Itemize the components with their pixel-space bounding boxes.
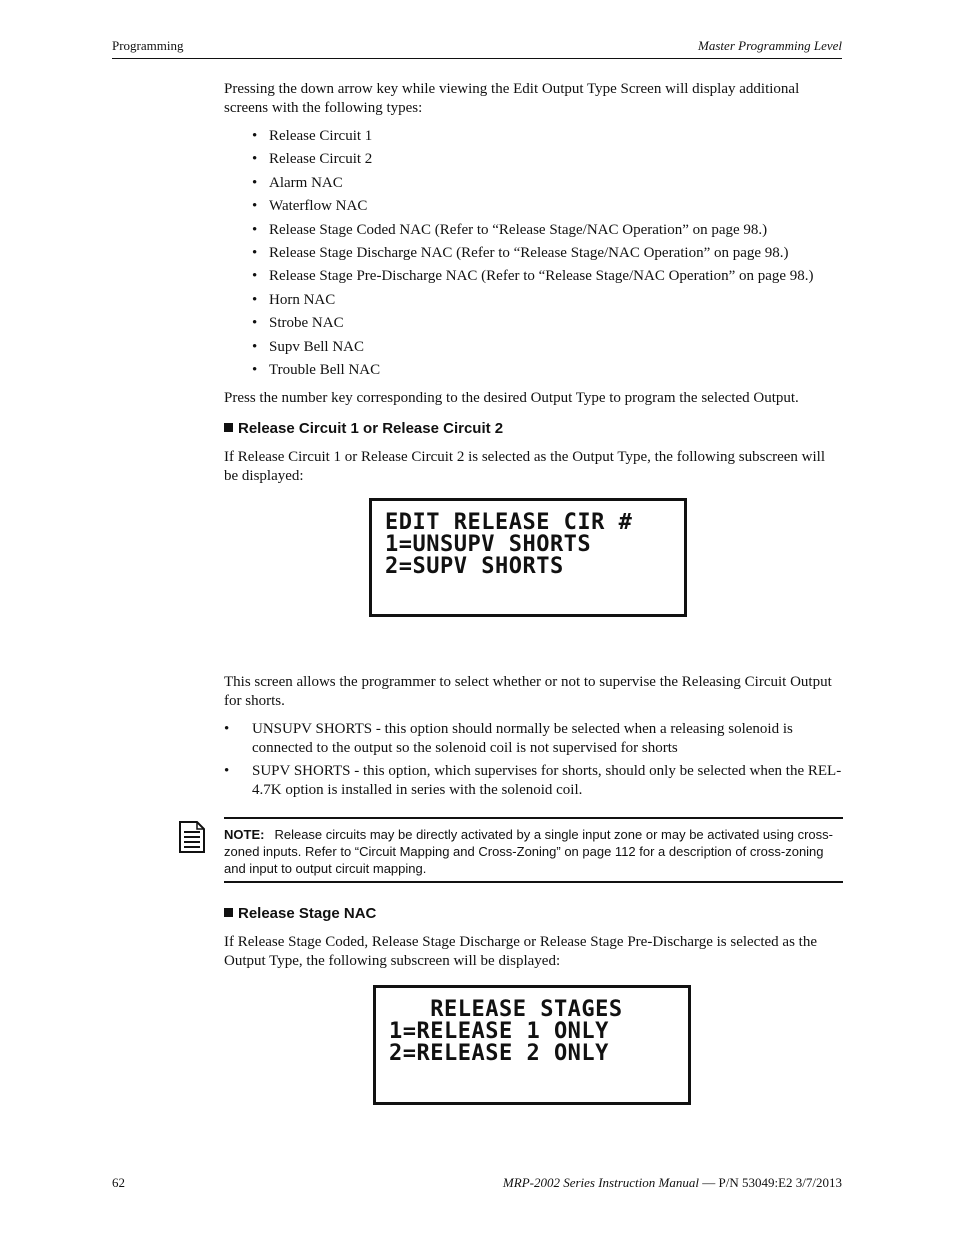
lcd-line: RELEASE STAGES <box>389 997 623 1022</box>
intro-paragraph: Pressing the down arrow key while viewing the Edit Output Type Screen will display additional screens with the following types: <box>224 81 800 116</box>
bullet: • <box>224 763 230 779</box>
list-item: • Waterflow NAC <box>252 196 814 219</box>
list-item: • Alarm NAC <box>252 173 814 196</box>
list-item: • Release Stage Pre-Discharge NAC (Refer to “Release Stage/NAC Operation” on page 98.) <box>252 266 814 289</box>
footer-manual-info <box>503 1175 842 1191</box>
note-icon <box>178 820 206 854</box>
list-item: • Trouble Bell NAC <box>252 360 814 383</box>
section-heading-release-stage: Release Stage NAC <box>224 905 376 922</box>
list-item: • Release Stage Coded NAC (Refer to “Release Stage/NAC Operation” on page 98.) <box>252 220 814 243</box>
lcd-line: 1=RELEASE 1 ONLY <box>389 1019 609 1044</box>
lcd-screen-release-stages <box>373 985 691 1105</box>
list-item: • Release Circuit 1 <box>252 126 814 149</box>
page-number: 62 <box>112 1175 125 1190</box>
bullet: • <box>224 721 230 737</box>
lcd-line: EDIT RELEASE CIR # <box>385 510 633 535</box>
list-item: • Supv Bell NAC <box>252 337 814 360</box>
lcd-line: 1=UNSUPV SHORTS <box>385 532 592 557</box>
manual-title: MRP-2002 Series Instruction Manual <box>502 1175 699 1190</box>
note-label: NOTE: <box>224 827 265 842</box>
note-bottom-rule <box>224 881 843 883</box>
lcd-line <box>385 578 684 600</box>
output-type-list <box>252 126 814 383</box>
list-item: • Horn NAC <box>252 290 814 313</box>
square-bullet-icon <box>224 908 233 917</box>
header-rule <box>112 58 842 59</box>
press-key-paragraph: Press the number key corresponding to the desired Output Type to program the selected Output. <box>224 390 799 406</box>
section2-paragraph: If Release Stage Coded, Release Stage Discharge or Release Stage Pre-Discharge is selected as the Output Type, the following subscreen will be displayed: <box>224 934 817 969</box>
note-block <box>224 826 842 877</box>
section1-paragraph: If Release Circuit 1 or Release Circuit 2 is selected as the Output Type, the following subscreen will be displayed: <box>224 449 826 484</box>
list-item: • Release Stage Discharge NAC (Refer to “Release Stage/NAC Operation” on page 98.) <box>252 243 814 266</box>
option-text: SUPV SHORTS - this option, which supervises for shorts, should only be selected when the REL-4.7K option is installed in series with the solenoid coil. <box>252 763 842 798</box>
lcd-line: 2=RELEASE 2 ONLY <box>389 1041 609 1066</box>
screen-description-paragraph: This screen allows the programmer to select whether or not to supervise the Releasing Circuit Output for shorts. <box>224 674 832 709</box>
lcd-line: 2=SUPV SHORTS <box>385 554 564 579</box>
option-unsupv-shorts <box>224 720 842 757</box>
section-heading-release-circuit: Release Circuit 1 or Release Circuit 2 <box>224 420 503 437</box>
lcd-screen-edit-release <box>369 498 687 617</box>
note-top-rule <box>224 817 843 819</box>
option-supv-shorts <box>224 762 842 799</box>
lcd-line <box>389 1065 688 1087</box>
part-number: — P/N 53049:E2 3/7/2013 <box>698 1175 842 1190</box>
list-item: • Strobe NAC <box>252 313 814 336</box>
running-header-chapter: Master Programming Level <box>698 38 842 53</box>
square-bullet-icon <box>224 423 233 432</box>
option-text: UNSUPV SHORTS - this option should normally be selected when a releasing solenoid is connected to the output so the solenoid coil is not supervised for shorts <box>252 721 793 756</box>
running-header-section: Programming <box>112 38 184 53</box>
list-item: • Release Circuit 2 <box>252 149 814 172</box>
note-body: Release circuits may be directly activated by a single input zone or may be activated using cross-zoned inputs. Refer to “Circuit Mapping and Cross-Zoning” on page 112 for a description of cross-zoning and input to output circuit mapping. <box>224 827 833 876</box>
